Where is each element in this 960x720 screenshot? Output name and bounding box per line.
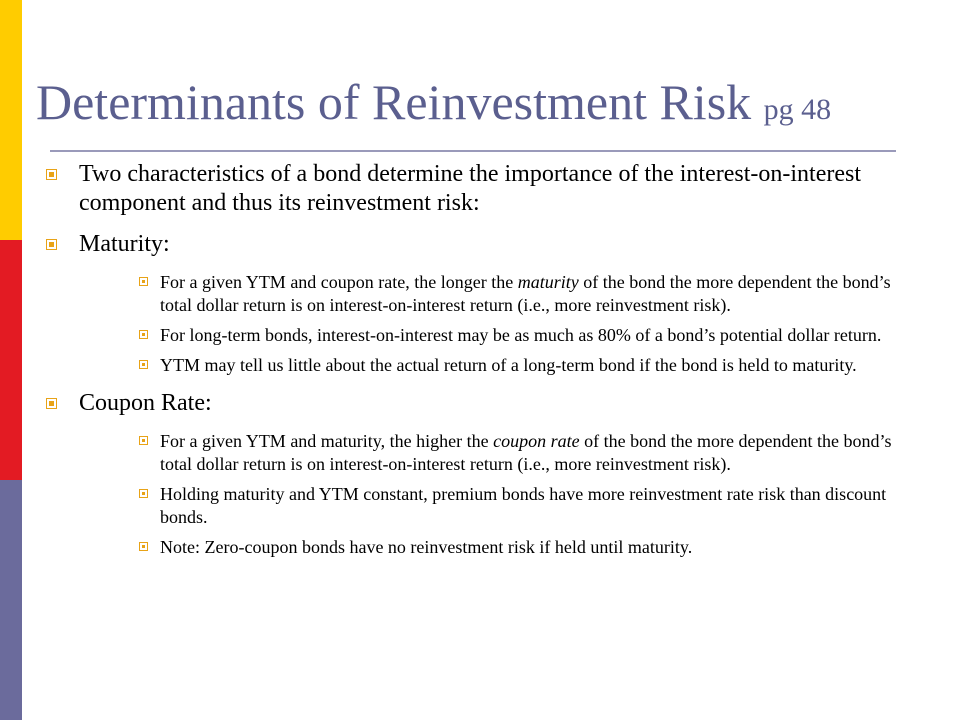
square-bullet-icon [139,330,148,339]
square-bullet-icon [139,360,148,369]
sub-bullet-text-after: of the bond the more dependent the bond’s total dollar return is on interest-on-interest return (i.e., more reinvestment risk). [160,272,891,315]
slide-title-page-ref: pg 48 [763,93,832,126]
sub-bullet-text-after: of the bond the more dependent the bond’s total dollar return is on interest-on-interest return (i.e., more reinvestment risk). [160,431,892,474]
bullet-maturity [46,230,926,259]
sub-bullet-maturity-1 [46,271,926,317]
slide-title-main: Determinants of Reinvestment Risk [36,74,752,130]
slide-body [46,160,926,559]
accent-bar-purple [0,480,22,720]
sub-bullet-coupon-2 [46,483,926,529]
square-bullet-icon [139,489,148,498]
sub-bullet-emphasis: maturity [517,272,579,292]
left-accent-bar [0,0,22,720]
sub-bullet-emphasis: coupon rate [493,431,580,451]
sub-bullet-text: Note: Zero-coupon bonds have no reinvestment risk if held until maturity. [160,537,693,557]
square-bullet-icon [139,542,148,551]
sub-bullet-text: Holding maturity and YTM constant, premium bonds have more reinvestment rate risk than discount bonds. [160,484,887,527]
sub-bullet-coupon-1 [46,430,926,476]
sub-bullet-maturity-3 [46,354,926,377]
title-divider [50,150,896,152]
sub-bullet-text-before: For a given YTM and coupon rate, the longer the [160,272,518,292]
bullet-characteristics [46,160,926,218]
square-bullet-icon [139,436,148,445]
bullet-text: Coupon Rate: [79,390,212,416]
sub-bullet-text: YTM may tell us little about the actual return of a long-term bond if the bond is held to maturity. [160,355,857,375]
accent-bar-yellow [0,0,22,240]
square-bullet-icon [46,169,57,180]
sub-bullet-coupon-3 [46,536,926,559]
slide-title [36,72,956,140]
sub-bullet-text: For long-term bonds, interest-on-interest may be as much as 80% of a bond’s potential dollar return. [160,325,882,345]
square-bullet-icon [139,277,148,286]
bullet-text: Maturity: [79,231,170,257]
accent-bar-red [0,240,22,480]
bullet-coupon-rate [46,389,926,418]
sub-bullet-maturity-2 [46,324,926,347]
square-bullet-icon [46,398,57,409]
bullet-text: Two characteristics of a bond determine the importance of the interest-on-interest component and thus its reinvestment risk: [79,161,862,216]
square-bullet-icon [46,239,57,250]
sub-bullet-text-before: For a given YTM and maturity, the higher the [160,431,494,451]
